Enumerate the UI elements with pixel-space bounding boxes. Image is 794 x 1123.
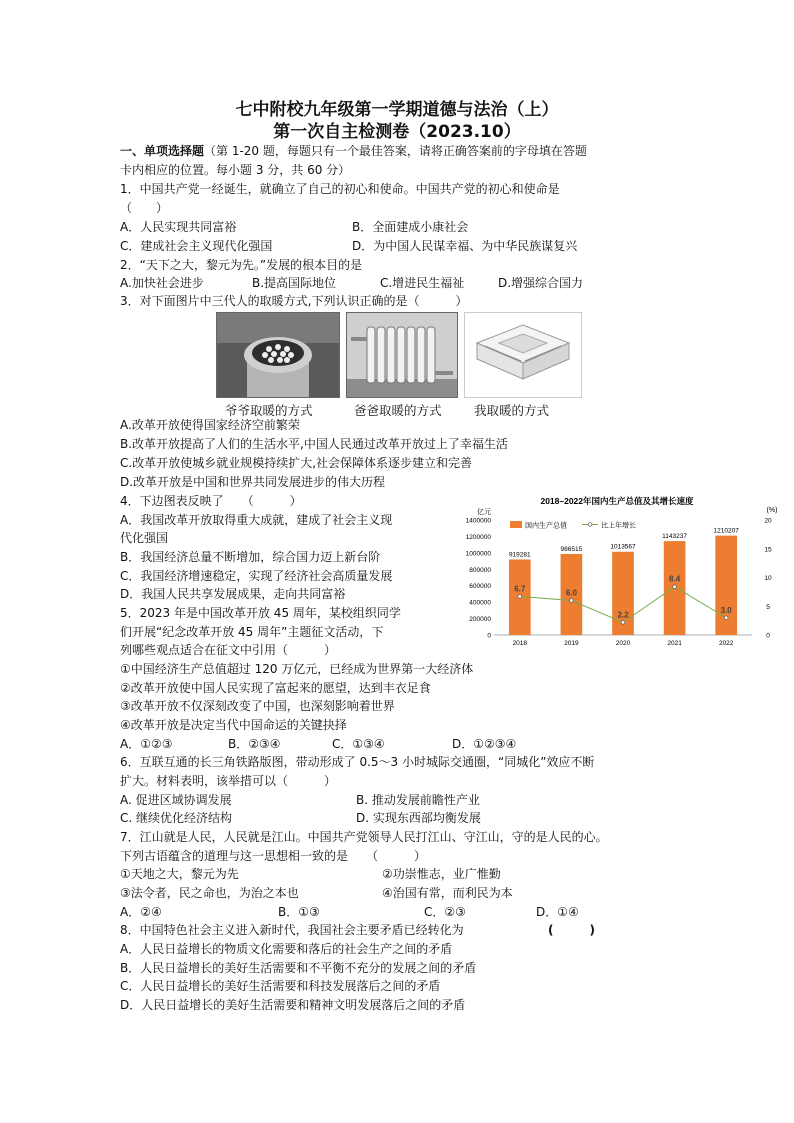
q6-option-c: C. 继续优化经济结构: [120, 811, 233, 825]
chart-bar-label: 919281: [508, 551, 531, 559]
q6-option-b: B. 推动发展前瞻性产业: [356, 793, 480, 807]
q3-option-d: D.改革开放是中国和世界共同发展进步的伟大历程: [120, 475, 386, 489]
q8-option-c: C．人民日益增长的美好生活需要和科技发展落后之间的矛盾: [120, 979, 441, 993]
coal-stove-icon: [217, 313, 339, 397]
q5-stem-1: 5．2023 年是中国改革开放 45 周年，某校组织同学: [120, 606, 401, 620]
q7-item-3: ③法令者，民之命也，为治之本也: [120, 886, 299, 900]
chart-growth-label: 2.2: [617, 610, 629, 620]
q2-option-b: B.提高国际地位: [252, 276, 337, 290]
grandpa-caption: 爷爷取暖的方式: [225, 403, 313, 418]
chart-left-unit: 亿元: [477, 509, 491, 516]
chart-left-tick: 0: [487, 632, 491, 640]
q6-stem-1: 6．互联互通的长三角铁路版图，带动形成了 0.5～3 小时城际交通圈，“同城化”效应不断: [120, 755, 595, 769]
q5-item-2: ②改革开放使中国人民实现了富起来的愿望，达到丰衣足食: [120, 681, 431, 695]
q4-option-a-cont: 代化强国: [120, 531, 169, 545]
chart-x-tick: 2019: [564, 640, 579, 647]
q6-stem-2: 扩大。材料表明，该举措可以（ ）: [120, 774, 337, 788]
chart-x-tick: 2018: [512, 640, 528, 647]
q5-option-d: D．①②③④: [452, 737, 517, 751]
q6-option-a: A. 促进区域协调发展: [120, 793, 232, 807]
q8-option-b: B．人民日益增长的美好生活需要和不平衡不充分的发展之间的矛盾: [120, 961, 477, 975]
chart-left-tick: 400000: [469, 599, 491, 607]
my-heating-photo: [464, 312, 582, 398]
dad-caption: 爸爸取暖的方式: [354, 403, 442, 418]
chart-growth-point: [518, 595, 522, 599]
chart-x-tick: 2022: [718, 640, 734, 647]
section-intro: [120, 142, 587, 160]
q7-option-c: C．②③: [424, 905, 466, 919]
grandpa-heating-photo: [216, 312, 340, 398]
chart-growth-label: 8.4: [669, 574, 681, 584]
chart-x-tick: 2020: [615, 640, 631, 647]
q5-item-1: ①中国经济生产总值超过 120 万亿元，已经成为世界第一大经济体: [120, 662, 474, 676]
chart-legend: [510, 521, 636, 530]
section-desc-1: （第 1-20 题，每题只有一个最佳答案，请将正确答案前的字母填在答题: [204, 144, 587, 158]
q8-option-a: A．人民日益增长的物质文化需要和落后的社会生产之间的矛盾: [120, 942, 453, 956]
q4-option-b: B．我国经济总量不断增加，综合国力迈上新台阶: [120, 550, 381, 564]
q1-stem: 1．中国共产党一经诞生，就确立了自己的初心和使命。中国共产党的初心和使命是: [120, 182, 560, 196]
q5-option-a: A．①②③: [120, 737, 173, 751]
q5-item-4: ④改革开放是决定当代中国命运的关键抉择: [120, 718, 347, 732]
chart-growth-label: 3.0: [720, 605, 732, 615]
dad-heating-photo: [346, 312, 458, 398]
chart-bar-label: 986515: [560, 545, 583, 553]
q5-stem-2: 们开展“纪念改革开放 45 周年”主题征文活动，下: [120, 625, 384, 639]
q1-option-b: B．全面建成小康社会: [352, 220, 469, 234]
q3-option-c: C.改革开放使城乡就业规模持续扩大,社会保障体系逐步建立和完善: [120, 456, 473, 470]
q1-option-c: C．建成社会主义现代化强国: [120, 239, 273, 253]
chart-left-tick: 1000000: [465, 550, 491, 558]
chart-bar-label: 1210207: [713, 527, 739, 535]
gdp-chart: [452, 494, 782, 654]
q7-option-b: B．①③: [278, 905, 320, 919]
chart-bar: [715, 536, 737, 635]
q8-option-d: D．人民日益增长的美好生活需要和精神文明发展落后之间的矛盾: [120, 998, 466, 1012]
chart-title: 2018–2022年国内生产总值及其增长速度: [540, 496, 694, 506]
chart-left-tick: 600000: [469, 583, 491, 591]
q2-stem: 2．“天下之大，黎元为先。”发展的根本目的是: [120, 258, 363, 272]
q7-stem-2: 下列古语蕴含的道理与这一思想相一致的是 （ ）: [120, 849, 427, 863]
q4-option-c: C．我国经济增速稳定，实现了经济社会高质量发展: [120, 569, 393, 583]
chart-right-tick: 5: [766, 603, 770, 611]
exam-title-line1: 七中附校九年级第一学期道德与法治（上）: [235, 100, 559, 120]
q7-item-2: ②功崇惟志，业广惟勤: [382, 867, 501, 881]
q4-option-a: A．我国改革开放取得重大成就，建成了社会主义现: [120, 513, 393, 527]
q3-option-a: A.改革开放使得国家经济空前繁荣: [120, 418, 300, 432]
my-caption: 我取暖的方式: [474, 403, 550, 418]
q5-option-c: C．①③④: [332, 737, 385, 751]
q6-option-d: D. 实现东西部均衡发展: [356, 811, 481, 825]
chart-right-unit: (%): [766, 507, 778, 514]
chart-right-tick: 10: [764, 575, 772, 582]
section-desc-2: 卡内相应的位置。每小题 3 分，共 60 分）: [120, 163, 351, 177]
legend-line-label: 比上年增长: [601, 522, 636, 530]
chart-x-tick: 2021: [667, 640, 682, 647]
q1-option-d: D．为中国人民谋幸福、为中华民族谋复兴: [352, 239, 578, 253]
q4-option-d: D．我国人民共享发展成果，走向共同富裕: [120, 587, 346, 601]
chart-right-tick: 0: [766, 632, 770, 640]
radiator-icon: [347, 313, 457, 397]
chart-left-tick: 1400000: [465, 517, 491, 525]
q8-stem: 8．中国特色社会主义进入新时代，我国社会主要矛盾已经转化为: [120, 923, 464, 937]
q5-stem-3: 列哪些观点适合在征文中引用（ ）: [120, 643, 337, 657]
q7-stem-1: 7．江山就是人民，人民就是江山。中国共产党领导人民打江山、守江山，守的是人民的心。: [120, 830, 608, 844]
chart-growth-point: [570, 599, 574, 603]
chart-growth-label: 6.0: [565, 588, 577, 598]
q2-option-c: C.增进民生福祉: [380, 276, 465, 290]
q2-option-d: D.增强综合国力: [498, 276, 584, 290]
chart-bar-label: 1013567: [610, 543, 636, 551]
chart-growth-label: 6.7: [514, 584, 526, 594]
chart-growth-point: [673, 585, 677, 589]
q7-option-d: D．①④: [536, 905, 579, 919]
q5-item-3: ③改革开放不仅深刻改变了中国，也深刻影响着世界: [120, 699, 395, 713]
chart-bar-label: 1143237: [662, 533, 688, 541]
q4-stem: 4．下边图表反映了 （ ）: [120, 494, 302, 508]
q3-option-b: B.改革开放提高了人们的生活水平,中国人民通过改革开放过上了幸福生活: [120, 437, 508, 451]
q1-stem-paren: （ ）: [120, 201, 169, 215]
q2-option-a: A.加快社会进步: [120, 276, 204, 290]
q7-item-4: ④治国有常，而利民为本: [382, 886, 513, 900]
chart-left-tick: 800000: [469, 566, 491, 574]
chart-right-tick: 15: [764, 546, 772, 554]
q7-item-1: ①天地之大，黎元为先: [120, 867, 239, 881]
chart-left-tick: 200000: [469, 616, 491, 624]
chart-right-tick: 20: [764, 517, 772, 525]
legend-line-marker: [588, 523, 592, 527]
legend-bar-swatch: [510, 521, 522, 528]
q7-option-a: A．②④: [120, 905, 162, 919]
chart-growth-point: [724, 616, 728, 620]
legend-bar-label: 国内生产总值: [525, 522, 567, 530]
exam-title-line2: 第一次自主检测卷（2023.10）: [273, 122, 521, 142]
q3-stem: 3．对下面图片中三代人的取暖方式,下列认识正确的是（ ）: [120, 294, 468, 308]
chart-left-tick: 1200000: [465, 533, 491, 541]
section-heading: 一、单项选择题: [120, 144, 205, 158]
q1-option-a: A．人民实现共同富裕: [120, 220, 237, 234]
chart-growth-point: [621, 621, 625, 625]
q5-option-b: B．②③④: [228, 737, 281, 751]
q8-answer-paren: ( ): [548, 923, 595, 937]
air-conditioner-icon: [465, 313, 581, 397]
